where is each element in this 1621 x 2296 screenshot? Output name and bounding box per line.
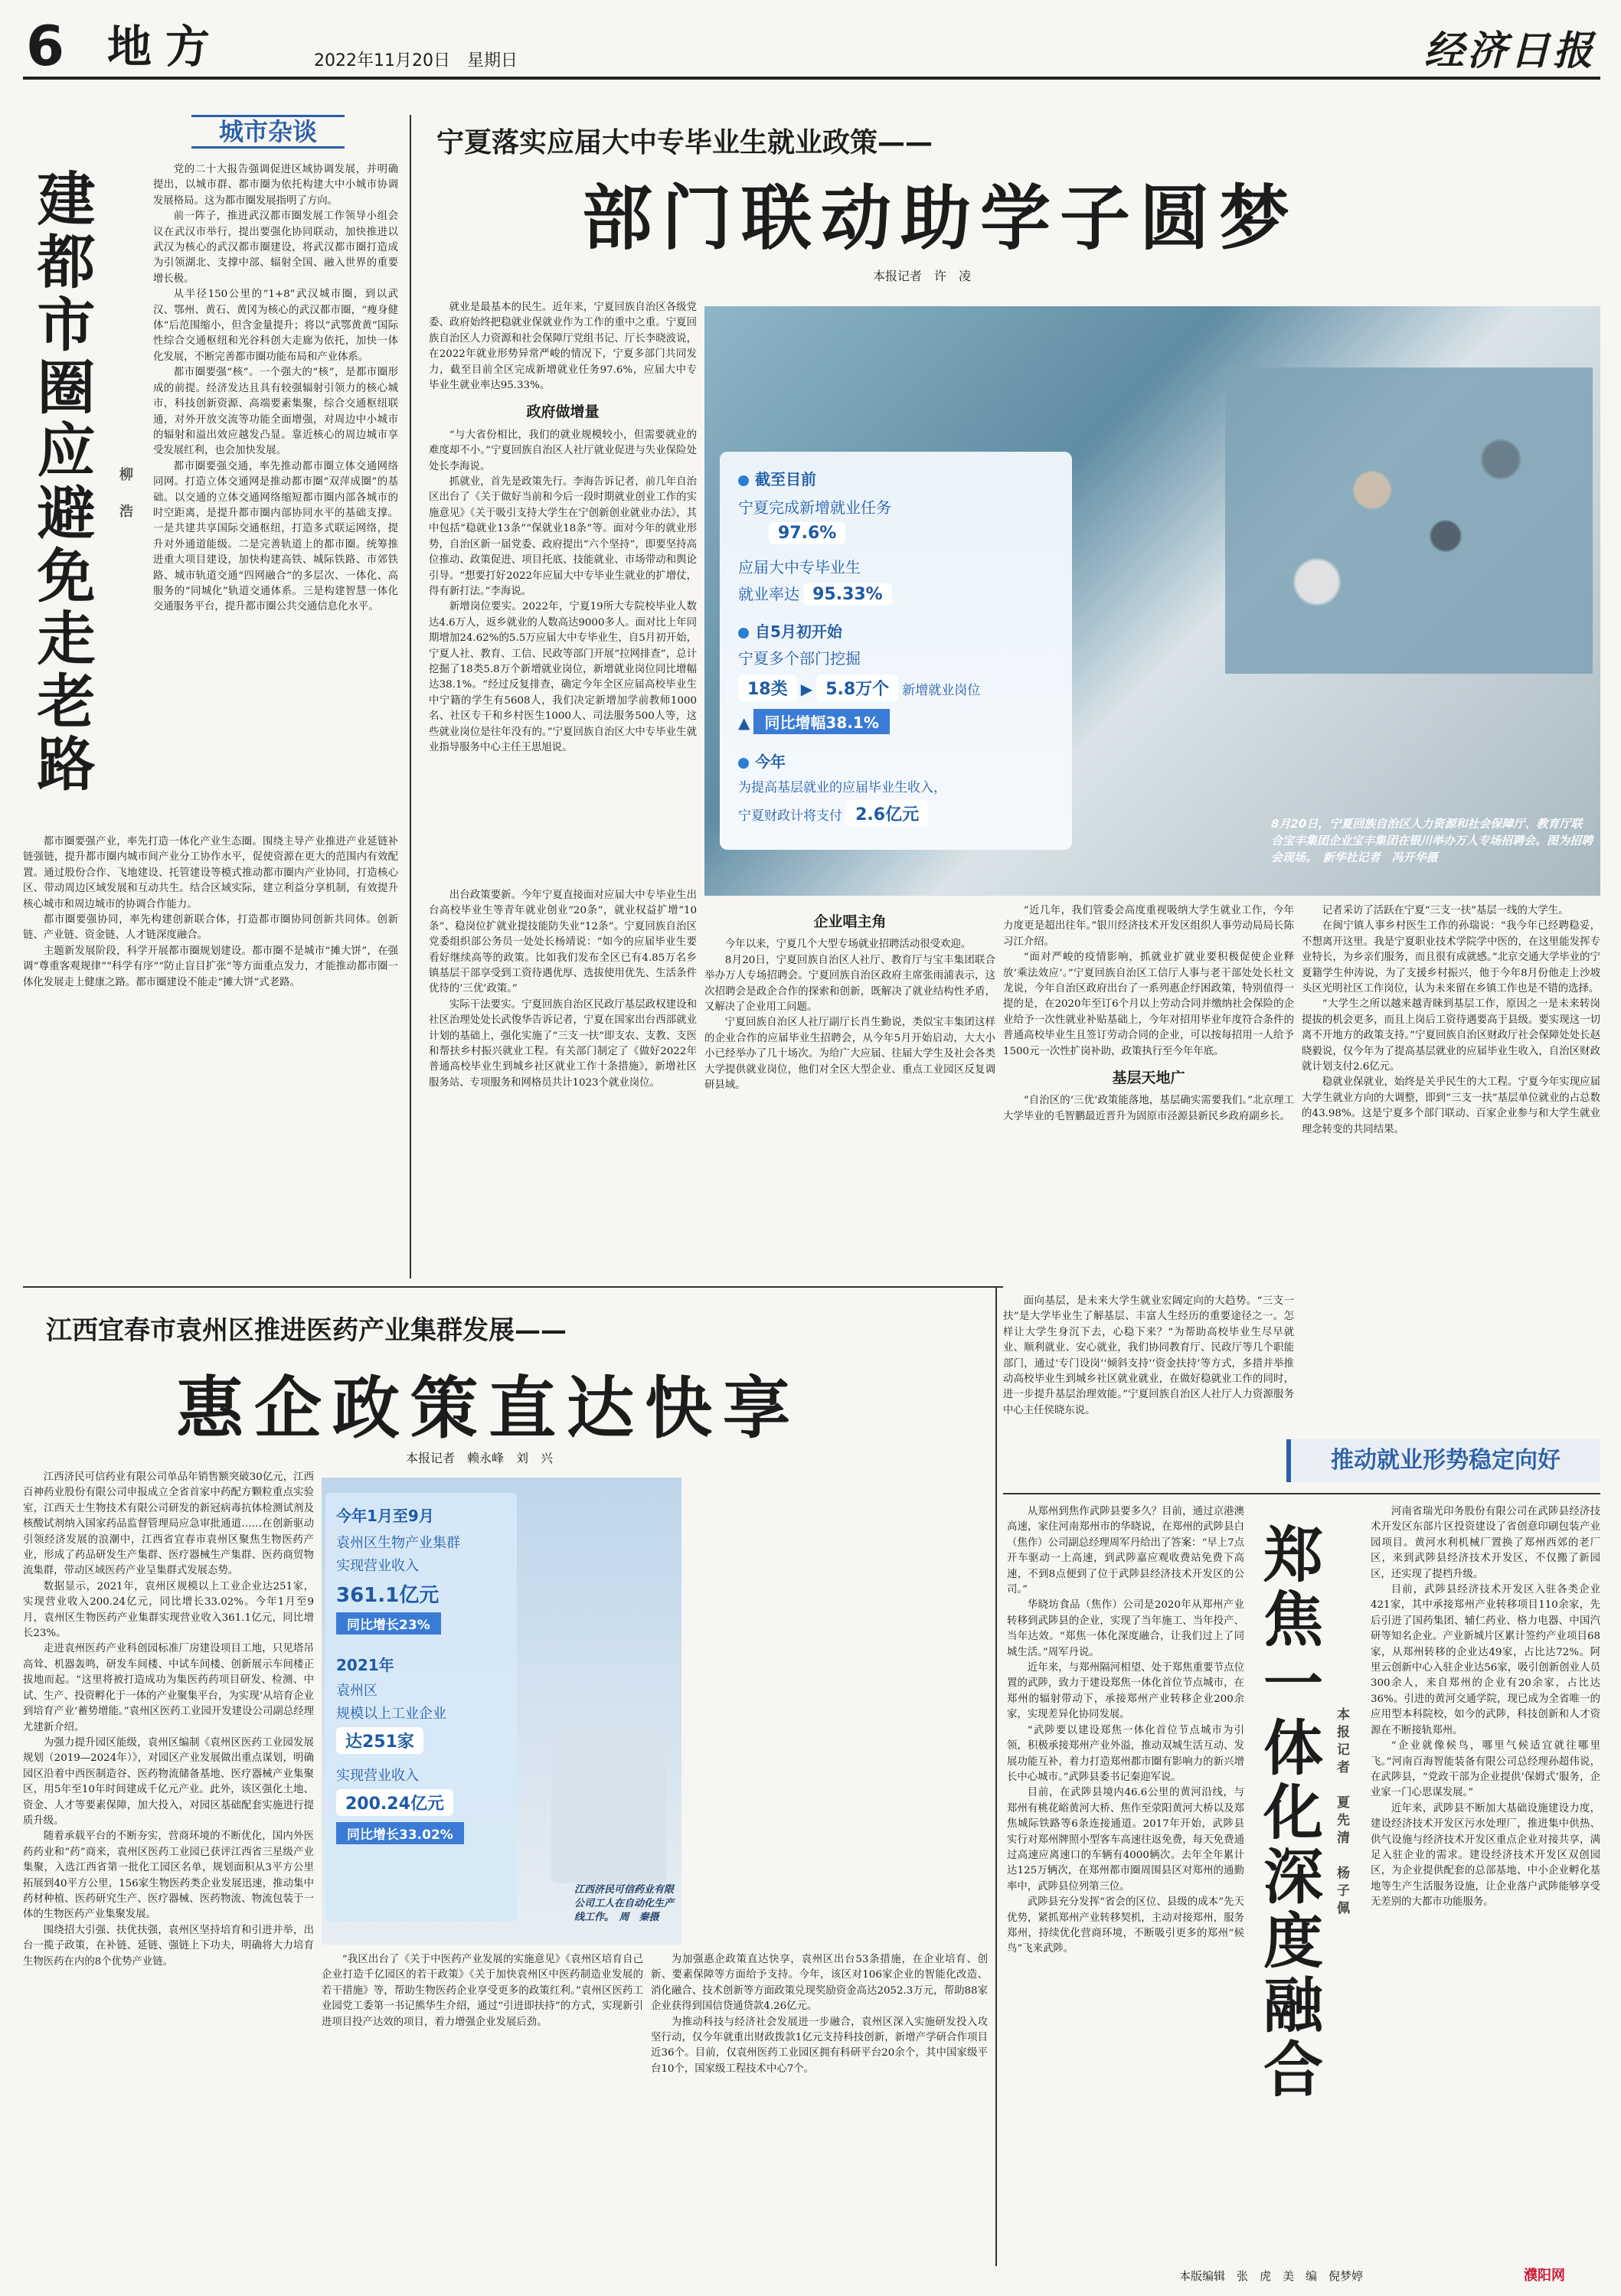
info-item1-label: 截至目前 [738, 467, 1054, 489]
column-paragraph: 党的二十大报告强调促进区域协调发展，并明确提出，以城市群、都市圈为依托构建大中小城市协调发展格局。这为都市圈发展指明了方向。 [153, 164, 398, 207]
story-divider-vertical [995, 1286, 997, 2266]
info-item3-a: 18类 [738, 674, 797, 701]
ningxia-paragraph: 新增岗位要实。2022年，宁夏19所大专院校毕业人数达4.6万人，返乡就业的人数高达9000多人。面对比上年同期增加24.62%的5.5万应届大中专毕业生，自5月初开始，宁夏人社、教育、工信、民政等部门开展“拉网排查”，总计挖掘了18类5.8万个新增就业岗位，新增就业岗位同比增幅达38.1%。“经过反复排查，确定今年全区应届高校毕业生中宁籍的学生有5608人，我们决定新增加学前教师1000名、社区专干和乡村医生1000人、司法服务500人等，这些就业岗位是往年没有的。”宁夏回族自治区大中专毕业生就业指导服务中心主任王思旭说。 [429, 601, 697, 753]
story-divider [23, 1286, 1003, 1288]
column-kicker: 城市杂谈 [218, 117, 317, 146]
zhengzhou-paragraph: 从郑州到焦作武陟县要多久？目前，通过京港澳高速，家住河南郑州市的华晓说，在郑州的武陟县白（焦作）公司副总经理周军丹给出了答案：“早上7点开车驱动一上高速，到武陟嘉应观收费站免费下高速，不到8点便到了位于武陟县经济技术开发区的公司。” [1007, 1506, 1244, 1596]
column-paragraph: 前一阵子，推进武汉都市圈发展工作领导小组会议在武汉市举行，提出要强化协同联动，加快推进以武汉为核心的武汉都市圈建设，将武汉都市圈打造成为引领湖北、支撑中部、辐射全国、融入世界的重要增长极。 [153, 211, 398, 285]
info-item4-row [738, 800, 1054, 827]
info-item1-value: 97.6% [769, 522, 845, 544]
info-item2-row [738, 582, 1054, 606]
ningxia-paragraph: 稳就业保就业，始终是关乎民生的大工程。宁夏今年实现应届大学生就业方向的大调整，即到“三支一扶”基层单位就业的占总数的43.98%。这是宁夏多个部门联动、百家企业参与和大学生就业理念转变的共同结果。 [1302, 1076, 1600, 1135]
ningxia-paragraph: “大学生之所以越来越青睐到基层工作，原因之一是未来转岗提拔的机会更多，而且上岗后工资待遇要高于县级。要实现这一切离不开地方的政策支持。”宁夏回族自治区财政厅社会保障处处长赵晓毅说，仅今年为了提高基层就业的应届毕业生收入，自治区财政就计划支付2.6亿元。 [1302, 998, 1600, 1073]
info-item4-line2: 宁夏财政计将支付 [738, 808, 842, 824]
jx-line1: 袁州区生物产业集群 [336, 1535, 460, 1551]
side-banner-text: 推动就业形势稳定向好 [1331, 1447, 1561, 1474]
jx-growth2: 同比增长33.02% [336, 1822, 464, 1844]
jx-line3: 袁州区 [336, 1683, 377, 1699]
zhengzhou-paragraph: 河南省瑞光印务股份有限公司在武陟县经济技术开发区东部片区投资建设了省创意印刷包装产业园项目。黄河水利机械厂置换了郑州西郊的老厂区，来到武陟县经济技术开发区，不仅搬了新园区，还实现了提档升级。 [1371, 1506, 1600, 1580]
zhengzhou-paragraph: 近年来，与郑州隔河相望、处于郑焦重要节点位置的武陟，致力于建设郑焦一体化首位节点城市，在郑州的辐射带动下，承接郑州产业转移企业200余家，实现差异化协同发展。 [1007, 1662, 1244, 1721]
jiangxi-paragraph: 江西济民可信药业有限公司单品年销售额突破30亿元，江西百神药业股份有限公司申报成立全省首家中药配方颗粒重点实验室，江西天士生物技术有限公司研发的新冠病毒抗体检测试剂及核酸试剂纳入国家药品监督管理局应急审批通道……在创新驱动引领经济发展的浪潮中，江西省宜春市袁州区聚焦生物医药产业，形成了药品研发生产集群、医疗器械生产集群、医药商贸物流集群，带动区域医药产业呈集群式发展态势。 [23, 1471, 314, 1577]
jx-line5: 实现营业收入 [336, 1768, 419, 1784]
jx-value2: 达251家 [336, 1727, 423, 1754]
jx-growth1: 同比增长23% [336, 1612, 441, 1635]
column-author: 柳 浩 [117, 467, 133, 522]
jiangxi-col3 [651, 1952, 988, 2258]
jiangxi-col2 [322, 1952, 643, 2258]
info-item3-label: 自5月初开始 [738, 619, 1054, 642]
info-item2-line2: 就业率达 [738, 585, 799, 603]
ningxia-paragraph: 抓就业，首先是政策先行。李海告诉记者，前几年自治区出台了《关于做好当前和今后一段时期就业创业工作的实施意见》《关于吸引支持大学生在宁创新创业就业办法》，其中包括“稳就业13条”“保就业18条”等。面对今年的就业形势，自治区新一届党委、政府提出“六个坚持”，即要坚持高位推动、政策促进、项目托底、技能就业、市场带动和舆论引导。“想要打好2022年应届大中专毕业生就业的扩增仗，得有新打法。”李海说。 [429, 476, 697, 597]
watermark: 濮阳网 [1524, 2268, 1565, 2284]
ningxia-paragraph: 宁夏回族自治区人社厅副厅长肖生勤说，类似宝丰集团这样的企业合作的应届毕业生招聘会，从今年5月开始启动，大大小小已经举办了几十场次。为给广大应届、往届大学生及社会各类大学提供就业岗位，他们对全区大型企业、重点工业园区反复调研县域。 [704, 1017, 995, 1092]
info-item1-value-wrap [769, 522, 1054, 544]
zhengzhou-col2 [1371, 1504, 1600, 2262]
info-item3-growth-row [738, 709, 1054, 734]
ningxia-paragraph: 面向基层，是未来大学生就业宏阔定向的大趋势。“三支一扶”是大学毕业生了解基层、丰富人生经历的重要途径之一。怎样让大学生身沉下去，心稳下来？“为帮助高校毕业生尽早就业、顺利就业、安心就业，我们协同教育厅、民政厅等几个职能部门，通过‘专门设岗’‘倾斜支持’‘资金扶持’等方式，多措并举推动高校毕业生到城乡社区就业就业，在做好稳就业工作的同时，进一步提升基层治理效能。”宁夏回族自治区人社厅人力资源服务中心主任侯晓东说。 [1003, 1295, 1294, 1416]
ningxia-col4b [1003, 1294, 1294, 1455]
issue-date: 2022年11月20日 星期日 [314, 51, 518, 70]
info-item1-line: 宁夏完成新增就业任务 [738, 498, 891, 517]
info-item4-value: 2.6亿元 [846, 800, 928, 827]
zhengzhou-paragraph: “企业就像候鸟，哪里气候适宜就往哪里飞。”河南百海智能装备有限公司总经理孙超伟说，在武陟县，“党政干部为企业提供‘保姆式’服务，企业家一门心思谋发展。” [1371, 1740, 1600, 1799]
ningxia-paragraph: 在闽宁镇人事乡村医生工作的孙瑞说：“我今年已经聘稳妥，不想离开这里。我是宁夏职业技术学院学中医的，在这里能发挥专业特长，为乡亲们服务，而且很有成就感。”北京交通大学毕业的宁夏籍学生仲涛说，为了支援乡村振兴，他于今年8月份他走上沙坡头区光明社区工作岗位，认为未来留在乡镇工作也是不错的选择。 [1302, 920, 1600, 995]
jiangxi-paragraph: “我区出台了《关于中医药产业发展的实施意见》《袁州区培育自己企业打造千亿园区的若干政策》《关于加快袁州区中医药制造业发展的若干措施》等，帮助生物医药企业享受更多的政策红利。”袁州区医药工业园党工委第一书记熊华生介绍，通过“引进即扶持”的方式，实现新引进项目投产达效的项目，着力增强企业发展后劲。 [322, 1954, 643, 2028]
jiangxi-paragraph: 为推动科技与经济社会发展进一步融合，袁州区深入实施研发投入攻坚行动，仅今年就重出财政拨款1亿元支持科技创新，新增产学研合作项目近36个。目前，仅袁州医药工业园区拥有科研平台20余个，其中国家级平台10个，国家级工程技术中心7个。 [651, 2016, 988, 2075]
column-paragraph: 都市圈要强“核”。一个强大的“核”，是都市圈形成的前提。经济发达且具有较强辐射引领力的核心城市，科技创新资源、高端要素集聚，综合交通枢纽联通，对外开放交流等功能全面增强，对周边中小城市的辐射和溢出效应越发凸显。靠近核心的周边城市享受发展红利，也会加快发展。 [153, 367, 398, 457]
ningxia-lead: 就业是最基本的民生。近年来，宁夏回族自治区各级党委、政府始终把稳就业保就业作为工作的重中之重。宁夏回族自治区人力资源和社会保障厅党组书记、厅长李晓波说，在2022年就业形势异常严峻的情况下，宁夏多部门共同发力，截至目前全区完成新增就业任务97.6%，应届大中专毕业生就业率达95.33%。 [429, 302, 697, 392]
ningxia-col1 [429, 300, 697, 890]
ningxia-paragraph: 出台政策要新。今年宁夏直接面对应届大中专毕业生出台高校毕业生等青年就业创业“20条”，就业权益扩增“10条”、稳岗位扩就业提技能防失业“12条”。宁夏回族自治区党委组织部公务员一处处长杨靖说：“如今的应届毕业生要看好继续高等的政策。比如我们发布全区已有4.85万名乡镇基层干部享受到工资待遇优厚、选拔使用优先、生活条件优待的‘三优’政策。” [429, 890, 697, 995]
jiangxi-photo-caption: 江西济民可信药业有限公司工人在自动化生产线工作。 周 秦摄 [574, 1884, 675, 1923]
ningxia-col2 [429, 888, 697, 1279]
jiangxi-paragraph: 走进袁州医药产业科创园标准厂房建设项目工地，只见塔吊高耸、机器轰鸣，研发车间楼、中试车间楼、创新展示车间楼正拔地而起。“这里将被打造成功为集医药药项目研发、检测、中试、生产、投资孵化于一体的产业聚集平台，为实现‘从培育企业到培育产业’蓄势增能。”袁州区医药工业园开发建设公司副总经理尤建新介绍。 [23, 1643, 314, 1733]
zhengzhou-col1 [1007, 1504, 1244, 2262]
jiangxi-paragraph: 为加强惠企政策直达快享，袁州区出台53条措施，在企业培育、创新、要素保障等方面给予支持。今年，该区对106家企业的智能化改造、消化融合、技术创新等方面政策兑现奖励资金高达2052.3万元，帮助88家企业获得到国信贷通贷款4.26亿元。 [651, 1954, 988, 2013]
zhengzhou-headline: 郑焦一体化深度融合 [1253, 1524, 1322, 2102]
column-paragraph: 都市圈要强产业，率先打造一体化产业生态圈。围绕主导产业推进产业延链补链强链，提升都市圈内城市间产业分工协作水平，促使资源在更大的范围内有效配置。通过股份合作、飞地建设、托管建设等模式推动都市圈内产业协同，打造核心区、带动周边区域发展和互动共生。结合区域实际，建立利益分享机制，有效提升核心城市和周边城市的协调合作能力。 [23, 836, 398, 910]
info-item3-growth: 同比增幅38.1% [753, 709, 889, 734]
worker-figure [551, 1730, 666, 1883]
column-headline: 建都市圈应避免走老路 [28, 168, 96, 796]
ningxia-sub3: 基层天地广 [1112, 1070, 1185, 1087]
info-item4-label: 今年 [738, 750, 1054, 772]
ningxia-headline: 部门联动助学子圆梦 [582, 178, 1299, 260]
ningxia-byline: 本报记者 许 凌 [873, 269, 972, 283]
ningxia-col5 [1302, 903, 1600, 1424]
ningxia-paragraph: 8月20日，宁夏回族自治区人社厅、教育厅与宝丰集团联合举办万人专场招聘会。宁夏回族自治区政府主席张雨浦表示，这次招聘会是政企合作的探索和创新，既解决了就业结构性矛盾，又解决了企业用工问题。 [704, 954, 995, 1014]
crowd-image [1225, 367, 1593, 674]
ningxia-col4 [1003, 903, 1294, 1294]
ningxia-infographic [720, 452, 1072, 850]
ningxia-paragraph: 记者采访了活跃在宁夏“三支一扶”基层一线的大学生。 [1322, 905, 1569, 916]
zhengzhou-paragraph: 目前，武陟县经济技术开发区入驻各类企业421家，其中承接郑州产业转移项目110余家，先后引进了国药集团、辅仁药业、格力电器、中国汽研等知名企业。产业新城片区累计签约产业项目68家，从郑州转移的企业达49家，占比达72%。阿里云创新中心入驻企业达56家，吸引创新创业人员300余人，来自郑州的企业有20余家，占比达36%。引进的黄河交通学院，现已成为全省唯一的应用型本科院校，如今的武陟，科技创新和人才资源在不断接轨郑州。 [1371, 1584, 1600, 1736]
footer-editors: 本版编辑 张 虎 美 编 倪梦婷 [1179, 2269, 1364, 2283]
column-paragraph: 主题新发展阶段，科学开展都市圈规划建设。都市圈不是城市“摊大饼”，在强调“尊重客观规律”“科学有序”“防止盲目扩张”等方面重点发力，才能推动都市圈一体化发展走上健康之路。都市圈建设不能走“摊大饼”式老路。 [23, 945, 398, 988]
jiangxi-paragraph: 数据显示，2021年，袁州区规模以上工业企业达251家，实现营业收入200.24亿元，同比增长33.02%。今年1月至9月，袁州区生物医药产业集群实现营业收入361.1亿元，同比增长23%。 [23, 1580, 314, 1640]
info-item3-c: 新增就业岗位 [902, 683, 981, 698]
page-number: 6 [26, 14, 65, 78]
info-item3-b: 5.8万个 [816, 674, 898, 701]
jiangxi-paragraph: 为强力提升园区能级，袁州区编制《袁州区医药工业园发展规划（2019—2024年）》，对园区产业发展做出重点谋划，明确园区沿着中西医制造谷、医药物流储备基地、医疗器械产业集聚区，用5年至10年时间建成千亿元产业。此外，该区强化土地、资金、人才等要素保障，加大投入，对园区基础配套实施进行提质升级。 [23, 1736, 314, 1827]
info-item2-line: 应届大中专毕业生 [738, 558, 861, 576]
column-paragraph: 从半径150公里的“1+8”武汉城市圈，到以武汉、鄂州、黄石、黄冈为核心的武汉都市圈，“瘦身健体”后范围缩小，但含金量提升；将以“武鄂黄黄”国际性综合交通枢纽和光谷科创大走廊为依托，加快一体化发展，不断完善都市圈功能布局和产业体系。 [153, 289, 398, 363]
jx-line4: 规模以上工业企业 [336, 1706, 446, 1722]
ningxia-sub2: 企业唱主角 [813, 913, 887, 930]
column-paragraph: 都市圈要强协同，率先构建创新联合体，打造都市圈协同创新共同体。创新链、产业链、资金链、人才链深度融合。 [23, 914, 398, 942]
zhengzhou-paragraph: 华晓坊食品（焦作）公司是2020年从郑州产业转移到武陟县的企业，实现了当年施工、当年投产、当年达效。“郑焦一体化深度融合，让我们过上了同城生活。”周军丹说。 [1007, 1599, 1244, 1658]
ningxia-paragraph: 实际干法要实。宁夏回族自治区民政厅基层政权建设和社区治理处处长武俊华告诉记者，宁夏在国家出台西部就业计划的基础上，强化实施了“三支一扶”即支农、支教、支医和帮扶乡村振兴就业工程。有关部门制定了《做好2022年普通高校毕业生到城乡社区就业工作十条措施》，新增社区服务站、专项服务和网格员共计1023个就业岗位。 [429, 998, 697, 1089]
info-item3-row [738, 674, 1054, 701]
ningxia-col3 [704, 903, 995, 1279]
ningxia-paragraph: “近几年，我们管委会高度重视吸纳大学生就业工作，今年力度更是超出往年。”银川经济技术开发区组织人事劳动局局长陈习江介绍。 [1003, 905, 1294, 948]
zhengzhou-paragraph: 武陟县充分发挥“省会的区位、县级的成本”先天优势，紧抓郑州产业转移契机，主动对接郑州，服务郑州，持续优化营商环境，不断吸引更多的郑州“候鸟”飞来武陟。 [1007, 1896, 1244, 1955]
jx-line2: 实现营业收入 [336, 1558, 419, 1574]
column-body-top [153, 162, 398, 828]
ningxia-paragraph: “面对严峻的疫情影响，抓就业扩就业要积极促使企业释放‘乘法效应’。”宁夏回族自治区工信厅人事与老干部处处长杜文龙说，今年自治区政府出台了一系列惠企纾困政策，特别值得一提的是，在2020年至订6个月以上劳动合同并缴纳社会保险的企业给予一次性就业补贴基础上，今年对招用毕业年度符合条件的普通高校毕业生且签订劳动合同的企业，可以按每招用一人给予1500元一次性扩岗补助，政策执行至今年年底。 [1003, 952, 1294, 1057]
ningxia-sub1: 政府做增量 [526, 403, 600, 421]
jiangxi-deck: 江西宜春市袁州区推进医药产业集群发展—— [46, 1315, 567, 1346]
arrow-up-icon: ▲ [738, 714, 750, 732]
section-name: 地方 [107, 21, 224, 73]
column-body-bottom [23, 834, 398, 1279]
jx-year: 2021年 [336, 1656, 394, 1674]
column-kicker-box [191, 115, 345, 149]
jiangxi-paragraph: 围绕招大引强、扶优扶强，袁州区坚持培育和引进并举，出台一揽子政策，在补链、延链、强链上下功夫，明确将大力培育生物医药在内的8个优势产业链。 [23, 1924, 314, 1968]
ningxia-photo-caption: 8月20日，宁夏回族自治区人力资源和社会保障厅、教育厅联合宝丰集团企业宝丰集团在银川举办万人专场招聘会。图为招聘会现场。 新华社记者 冯开华摄 [1271, 817, 1593, 864]
info-item4-line: 为提高基层就业的应届毕业生收入， [738, 780, 946, 795]
jiangxi-byline: 本报记者 赖永峰 刘 兴 [406, 1451, 554, 1465]
column-divider [410, 115, 411, 1279]
info-item3-line: 宁夏多个部门挖掘 [738, 649, 861, 668]
ningxia-paragraph: “自治区的‘三优’政策能落地，基层确实需要我们。”北京理工大学毕业的毛智鹏最近晋升为固原市泾源县新民乡政府副乡长。 [1003, 1095, 1294, 1122]
jx-period: 今年1月至9月 [336, 1507, 434, 1525]
zhengzhou-paragraph: 近年来，武陟县不断加大基础设施建设力度，建设经济技术开发区污水处理厂，推进集中供热、供气设施与经济技术开发区重点企业对接共享，满足入驻企业的需求。建设经济技术开发区双创园区，为企业提供配套的总部基地、中小企业孵化基地等生产生活服务设施，让企业落户武陟能够享受无差别的大都市功能服务。 [1371, 1802, 1600, 1909]
ningxia-paragraph: 今年以来，宁夏几个大型专场就业招聘活动很受欢迎。 [724, 939, 972, 951]
bullet-icon [738, 475, 749, 486]
jx-value3: 200.24亿元 [336, 1789, 453, 1816]
side-banner [1286, 1439, 1600, 1482]
paper-logo: 经济日报 [1423, 28, 1596, 74]
ningxia-paragraph: “与大省份相比，我们的就业规模较小，但需要就业的难度却不小。”宁夏回族自治区人社厅就业促进与失业保险处处长李海说。 [429, 429, 697, 472]
zhengzhou-paragraph: “武陟要以建设郑焦一体化首位节点城市为引领，积极承接郑州产业外溢，推动双城生活互动、发展功能互补，着力打造郑州都市圈有影响力的新兴增长中心城市。”武陟县委书记秦迎军说。 [1007, 1724, 1244, 1783]
jiangxi-info-box [325, 1493, 517, 1922]
jiangxi-headline: 惠企政策直达快享 [176, 1368, 802, 1448]
info-item2-value: 95.33% [803, 583, 892, 606]
jx-value1: 361.1亿元 [336, 1584, 440, 1607]
masthead [23, 11, 1600, 80]
arrow-right-icon: ▶ [800, 680, 813, 698]
jiangxi-col1 [23, 1470, 314, 2258]
bullet-icon [738, 758, 749, 769]
column-paragraph: 都市圈要强交通，率先推动都市圈立体交通网络同网。打造立体交通网是推动都市圈“双萍成圈”的基础。以交通的立体交通网络缩短都市圈内部各城市的时空距离，是提升都市圈内部协同水平的基础支撑。一是共建共享国际交通枢纽，打造多式联运网络，提升对外通道能级。二是完善轨道上的都市圈。统筹推进重大项目建设，加快构建高铁、城际铁路、市郊铁路、城市轨道交通“四网融合”的多层次、一体化、高服务的“同城化”轨道交通体系。三是构建智慧一体化交通服务平台，提升都市圈公共交通信息化水平。 [153, 460, 398, 613]
bullet-icon [738, 628, 749, 639]
zhengzhou-byline: 本报记者 夏先清 杨子佩 [1334, 1707, 1349, 1919]
zhengzhou-paragraph: 目前，在武陟县境内46.6公里的黄河沿线，与郑州有桃花峪黄河大桥、焦作至荥阳黄河大桥以及郑焦城际铁路等6条连接通道。2017年开始，武陟县实行对郑州牌照小型客车高速往返免费，每天免费通过高速应离速口的车辆有4000辆次。去年全年累计达125万辆次，在郑州都市圈周围县区对郑州的通勤率中，武陟县位列第三位。 [1007, 1787, 1244, 1893]
ningxia-deck: 宁夏落实应届大中专毕业生就业政策—— [436, 127, 933, 158]
jiangxi-paragraph: 随着承载平台的不断夯实，营商环境的不断优化，国内外医药药业和“药”商来，袁州区医药工业园已获评江西省三星级产业集聚，入选江西省第一批化工园区名单，规划面积从3平方公里拓展到40平方公里，156家生物医药类企业发展迅速，推动集中药材种植、医药研究生产、医疗器械、医药物流、物流包装于一体的生物医药产业集聚发展。 [23, 1831, 314, 1921]
zhengzhou-top-rule [1003, 1493, 1600, 1494]
